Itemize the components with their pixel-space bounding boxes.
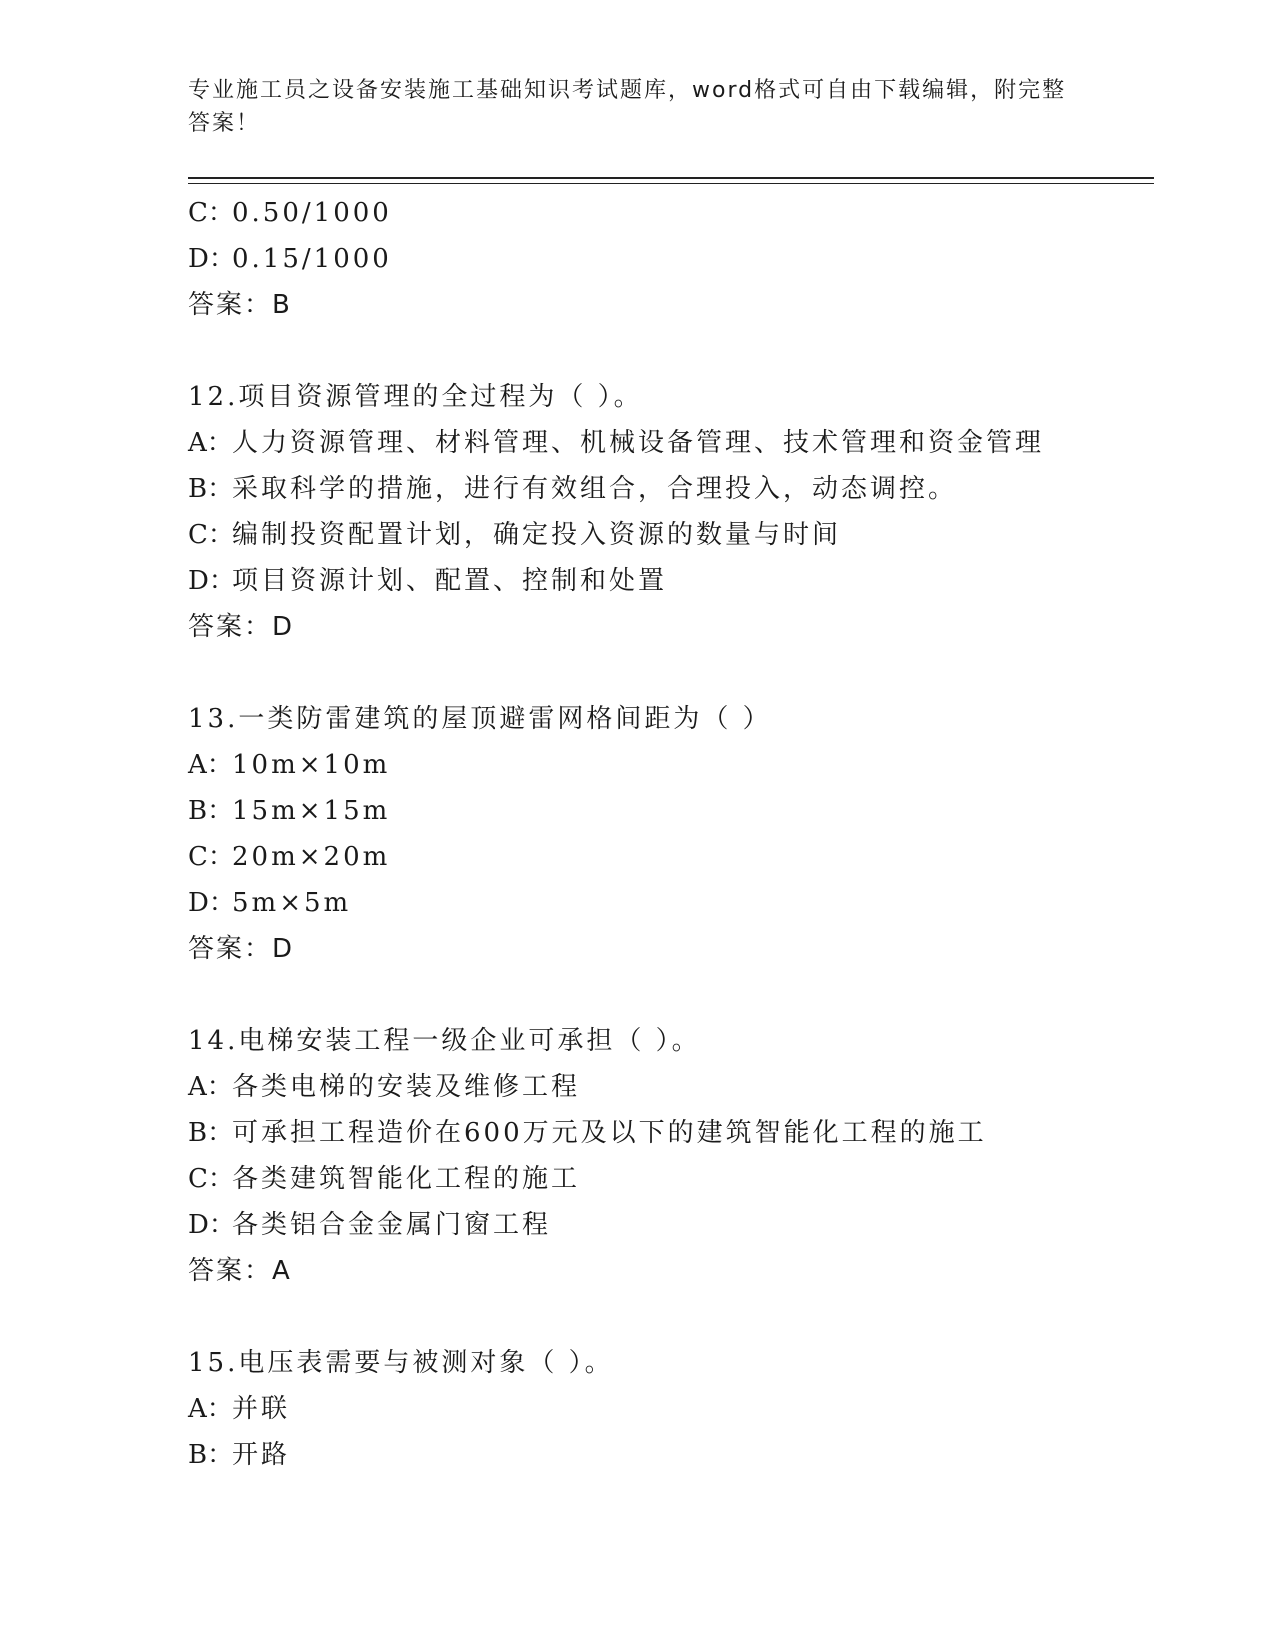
answer-line: 答案：D [188,612,295,642]
option-text: 采取科学的措施，进行有效组合，合理投入，动态调控。 [232,474,958,504]
option-text: 项目资源计划、配置、控制和处置 [232,566,668,596]
option-line [188,558,1154,604]
question-block [188,1018,1154,1294]
option-text: 15m×15m [232,796,391,826]
option-text: 可承担工程造价在600万元及以下的建筑智能化工程的施工 [232,1118,987,1148]
option-key: A： [188,750,233,780]
option-key: B： [188,1440,234,1470]
question-stem: 12.项目资源管理的全过程为（ ）。 [188,382,643,412]
option-text: 0.50/1000 [232,198,392,228]
spacer [188,1294,1154,1340]
spacer [188,972,1154,1018]
option-line [188,1064,1154,1110]
question-list [188,190,1154,1478]
document-header: 专业施工员之设备安装施工基础知识考试题库，word格式可自由下载编辑，附完整答案！ [188,78,1067,136]
question-stem: 13.一类防雷建筑的屋顶避雷网格间距为（ ） [188,704,772,734]
question-block [188,374,1154,650]
option-key: B： [188,1118,234,1148]
question-fragment [188,190,1154,328]
option-text: 人力资源管理、材料管理、机械设备管理、技术管理和资金管理 [232,428,1045,458]
option-text: 10m×10m [232,750,391,780]
option-text: 0.15/1000 [232,244,392,274]
option-key: A： [188,428,233,458]
option-text: 各类建筑智能化工程的施工 [232,1164,581,1194]
option-text: 开路 [232,1440,291,1470]
option-key: C： [188,520,234,550]
question-block [188,696,1154,972]
option-text: 编制投资配置计划，确定投入资源的数量与时间 [232,520,842,550]
option-text: 20m×20m [232,842,391,872]
option-key: D： [188,244,235,274]
spacer [188,650,1154,696]
option-key: B： [188,474,234,504]
option-line [188,742,1154,788]
option-text: 并联 [232,1394,291,1424]
option-key: A： [188,1394,233,1424]
option-line [188,788,1154,834]
option-key: D： [188,566,235,596]
option-text: 各类电梯的安装及维修工程 [232,1072,581,1102]
question-block [188,1340,1154,1478]
header-rule-thin [188,183,1154,184]
option-text: 5m×5m [232,888,352,918]
spacer [188,328,1154,374]
option-key: C： [188,198,234,228]
option-line [188,236,1154,282]
option-line [188,1156,1154,1202]
option-text: 各类铝合金金属门窗工程 [232,1210,552,1240]
answer-line: 答案：D [188,934,295,964]
option-line [188,1110,1154,1156]
option-line [188,1386,1154,1432]
option-key: C： [188,842,234,872]
option-key: A： [188,1072,233,1102]
question-stem: 15.电压表需要与被测对象（ ）。 [188,1348,614,1378]
question-stem: 14.电梯安装工程一级企业可承担（ ）。 [188,1026,701,1056]
option-line [188,190,1154,236]
option-line [188,1202,1154,1248]
option-line [188,466,1154,512]
option-key: D： [188,1210,235,1240]
answer-line: 答案：B [188,290,292,320]
option-line [188,512,1154,558]
option-line [188,1432,1154,1478]
answer-line: 答案：A [188,1256,292,1286]
header-rule-thick [188,177,1154,179]
option-line [188,834,1154,880]
option-key: C： [188,1164,234,1194]
option-key: B： [188,796,234,826]
option-line [188,880,1154,926]
option-key: D： [188,888,235,918]
option-line [188,420,1154,466]
